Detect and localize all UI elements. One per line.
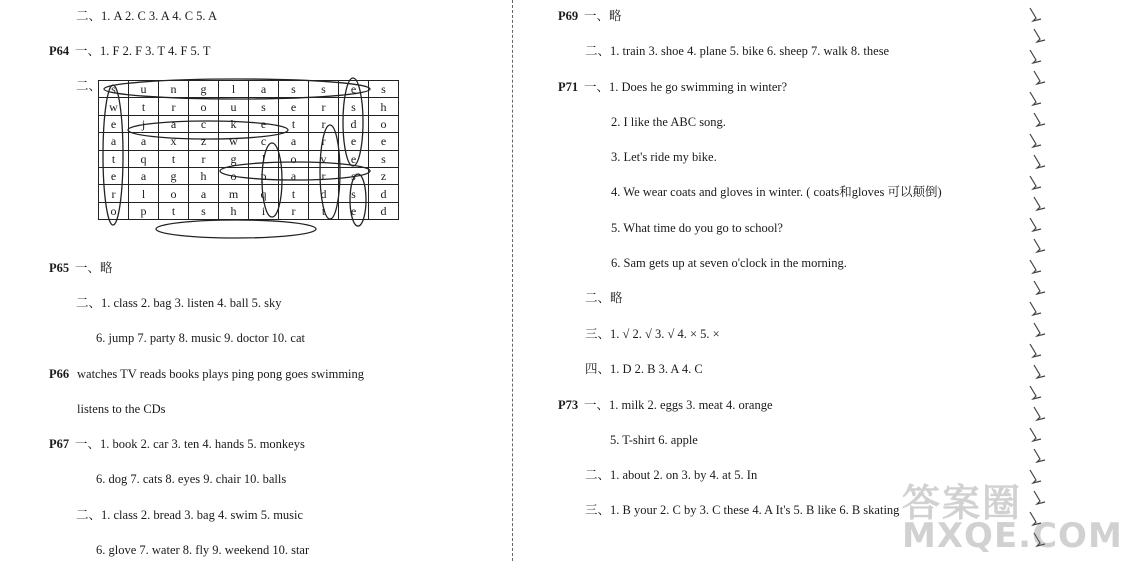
word-search-cell: p: [249, 167, 279, 184]
word-search-cell: s: [369, 81, 399, 98]
word-search-cell: t: [279, 185, 309, 202]
word-search-cell: k: [219, 115, 249, 132]
word-search-cell: g: [219, 150, 249, 167]
p71-item-6: 6. Sam gets up at seven o'clock in the morning.: [611, 256, 847, 270]
p67-label: P67: [49, 437, 70, 451]
word-search-cell: r: [189, 150, 219, 167]
word-search-cell: h: [219, 202, 249, 219]
word-search-cell: a: [279, 167, 309, 184]
edge-mark: [1034, 365, 1045, 378]
p67-section-2a: 二、1. class 2. bread 3. bag 4. swim 5. music: [76, 508, 304, 522]
p65-label: P65: [49, 261, 70, 275]
word-search-cell: r: [309, 133, 339, 150]
word-search-cell: t: [159, 150, 189, 167]
word-search-row: [99, 202, 399, 219]
word-search-cell: h: [369, 98, 399, 115]
p71-label: P71: [558, 80, 579, 94]
word-search-cell: c: [189, 115, 219, 132]
word-search-cell: o: [99, 202, 129, 219]
edge-mark: [1030, 428, 1041, 441]
word-search-cell: p: [129, 202, 159, 219]
p64-label: P64: [49, 44, 70, 58]
word-search-cell: e: [279, 98, 309, 115]
p64-section-2-label: 二、: [76, 79, 102, 93]
word-search-cell: a: [99, 133, 129, 150]
p67-section-1b: 6. dog 7. cats 8. eyes 9. chair 10. balls: [96, 472, 287, 486]
word-search-cell: t: [129, 98, 159, 115]
word-search-cell: i: [249, 202, 279, 219]
word-search-row: [99, 150, 399, 167]
watermark-url: MXQE.COM: [902, 516, 1123, 556]
edge-mark: [1030, 134, 1041, 147]
edge-mark: [1034, 407, 1045, 420]
word-search-cell: q: [129, 150, 159, 167]
word-search-cell: n: [159, 81, 189, 98]
edge-mark: [1034, 449, 1045, 462]
page-gutter-divider: [512, 0, 513, 561]
word-search-cell: z: [369, 167, 399, 184]
word-search-cell: t: [159, 202, 189, 219]
word-search-cell: s: [369, 150, 399, 167]
edge-mark: [1034, 71, 1045, 84]
word-search-cell: q: [249, 185, 279, 202]
word-search-cell: e: [339, 150, 369, 167]
word-search-cell: a: [159, 115, 189, 132]
word-search-grid: [98, 80, 399, 220]
edge-mark: [1034, 29, 1045, 42]
watermark-text: 答案圈: [902, 481, 1023, 525]
word-search-row: [99, 133, 399, 150]
circle-tshirt: [156, 220, 316, 238]
word-search-cell: o: [279, 150, 309, 167]
word-search-cell: a: [129, 167, 159, 184]
word-search-cell: e: [249, 115, 279, 132]
p64-section-1: 一、1. F 2. F 3. T 4. F 5. T: [75, 44, 211, 58]
word-search-cell: u: [219, 98, 249, 115]
word-search-row: [99, 167, 399, 184]
word-search-cell: l: [129, 185, 159, 202]
word-search-cell: s: [279, 81, 309, 98]
word-search-row: [99, 185, 399, 202]
p63-section-2: 二、1. A 2. C 3. A 4. C 5. A: [76, 9, 217, 23]
word-search-cell: z: [189, 133, 219, 150]
word-search-cell: d: [309, 185, 339, 202]
word-search-cell: r: [309, 98, 339, 115]
word-search-cell: r: [309, 167, 339, 184]
word-search-cell: a: [129, 133, 159, 150]
word-search-cell: r: [309, 115, 339, 132]
p66-line-1: watches TV reads books plays ping pong goes swimming: [77, 367, 365, 381]
word-search-cell: t: [99, 150, 129, 167]
p66-line-2: listens to the CDs: [77, 402, 166, 416]
word-search-cell: e: [339, 133, 369, 150]
edge-mark: [1030, 302, 1041, 315]
watermark-logo: [902, 472, 1123, 558]
word-search-cell: w: [99, 98, 129, 115]
p71-item-1: 一、1. Does he go swimming in winter?: [584, 80, 788, 94]
word-search-cell: d: [369, 202, 399, 219]
word-search-cell: c: [249, 133, 279, 150]
word-search-cell: g: [159, 167, 189, 184]
word-search-cell: a: [189, 185, 219, 202]
word-search-row: [99, 98, 399, 115]
p71-section-4: 四、1. D 2. B 3. A 4. C: [585, 362, 703, 376]
word-search-cell: e: [369, 133, 399, 150]
p73-section-1a: 一、1. milk 2. eggs 3. meat 4. orange: [584, 398, 773, 412]
word-search-cell: x: [159, 133, 189, 150]
word-search-cell: a: [249, 81, 279, 98]
word-search-cell: d: [369, 185, 399, 202]
word-search-cell: o: [189, 98, 219, 115]
p71-item-5: 5. What time do you go to school?: [611, 221, 783, 235]
word-search-cell: w: [219, 133, 249, 150]
p65-section-1: 一、略: [75, 261, 113, 275]
word-search-row: [99, 115, 399, 132]
edge-mark: [1030, 344, 1041, 357]
p67-section-2b: 6. glove 7. water 8. fly 9. weekend 10. star: [96, 543, 310, 557]
edge-mark: [1034, 323, 1045, 336]
word-search-cell: s: [189, 202, 219, 219]
word-search-cell: s: [339, 185, 369, 202]
edge-mark: [1034, 197, 1045, 210]
p69-label: P69: [558, 9, 579, 23]
edge-mark: [1030, 92, 1041, 105]
word-search-cell: o: [219, 167, 249, 184]
word-search-cell: e: [99, 167, 129, 184]
edge-mark: [1034, 281, 1045, 294]
edge-mark: [1030, 176, 1041, 189]
word-search-cell: s: [339, 167, 369, 184]
word-search-cell: s: [309, 81, 339, 98]
word-search-cell: l: [219, 81, 249, 98]
p73-section-3: 三、1. B your 2. C by 3. C these 4. A It's 5. B like 6. B skating: [585, 503, 900, 517]
word-search-cell: e: [339, 81, 369, 98]
p69-section-1: 一、略: [584, 9, 622, 23]
p73-section-2: 二、1. about 2. on 3. by 4. at 5. In: [585, 468, 758, 482]
word-search-cell: d: [339, 115, 369, 132]
word-search-cell: u: [129, 81, 159, 98]
p69-section-2: 二、1. train 3. shoe 4. plane 5. bike 6. sheep 7. walk 8. these: [585, 44, 890, 58]
word-search-cell: e: [339, 202, 369, 219]
edge-mark: [1034, 113, 1045, 126]
word-search-cell: s: [99, 81, 129, 98]
edge-mark: [1030, 386, 1041, 399]
word-search-cell: l: [249, 150, 279, 167]
edge-mark: [1030, 50, 1041, 63]
p71-section-2: 二、略: [585, 291, 623, 305]
p67-section-1a: 一、1. book 2. car 3. ten 4. hands 5. monkeys: [75, 437, 305, 451]
word-search-cell: m: [219, 185, 249, 202]
word-search-row: [99, 81, 399, 98]
word-search-cell: r: [159, 98, 189, 115]
word-search-cell: r: [99, 185, 129, 202]
word-search-cell: a: [279, 133, 309, 150]
p73-label: P73: [558, 398, 579, 412]
word-search-cell: v: [309, 150, 339, 167]
word-search-cell: g: [189, 81, 219, 98]
p71-item-4: 4. We wear coats and gloves in winter. ( coats和gloves 可以颠倒): [611, 185, 942, 199]
edge-mark: [1030, 218, 1041, 231]
word-search-cell: s: [249, 98, 279, 115]
word-search-cell: t: [279, 115, 309, 132]
word-search-cell: o: [369, 115, 399, 132]
p66-label: P66: [49, 367, 70, 381]
p65-section-2b: 6. jump 7. party 8. music 9. doctor 10. cat: [96, 331, 305, 345]
word-search-cell: h: [189, 167, 219, 184]
p71-section-3: 三、1. √ 2. √ 3. √ 4. × 5. ×: [585, 327, 720, 341]
edge-mark: [1034, 155, 1045, 168]
edge-mark: [1030, 260, 1041, 273]
edge-mark: [1034, 239, 1045, 252]
word-search-cell: r: [279, 202, 309, 219]
word-search-cell: s: [339, 98, 369, 115]
word-search-cell: j: [129, 115, 159, 132]
p71-item-2: 2. I like the ABC song.: [611, 115, 726, 129]
p65-section-2a: 二、1. class 2. bag 3. listen 4. ball 5. sky: [76, 296, 282, 310]
p73-section-1b: 5. T-shirt 6. apple: [610, 433, 698, 447]
edge-mark: [1030, 8, 1041, 21]
word-search-cell: t: [309, 202, 339, 219]
word-search-cell: o: [159, 185, 189, 202]
p71-item-3: 3. Let's ride my bike.: [611, 150, 717, 164]
word-search-cell: e: [99, 115, 129, 132]
